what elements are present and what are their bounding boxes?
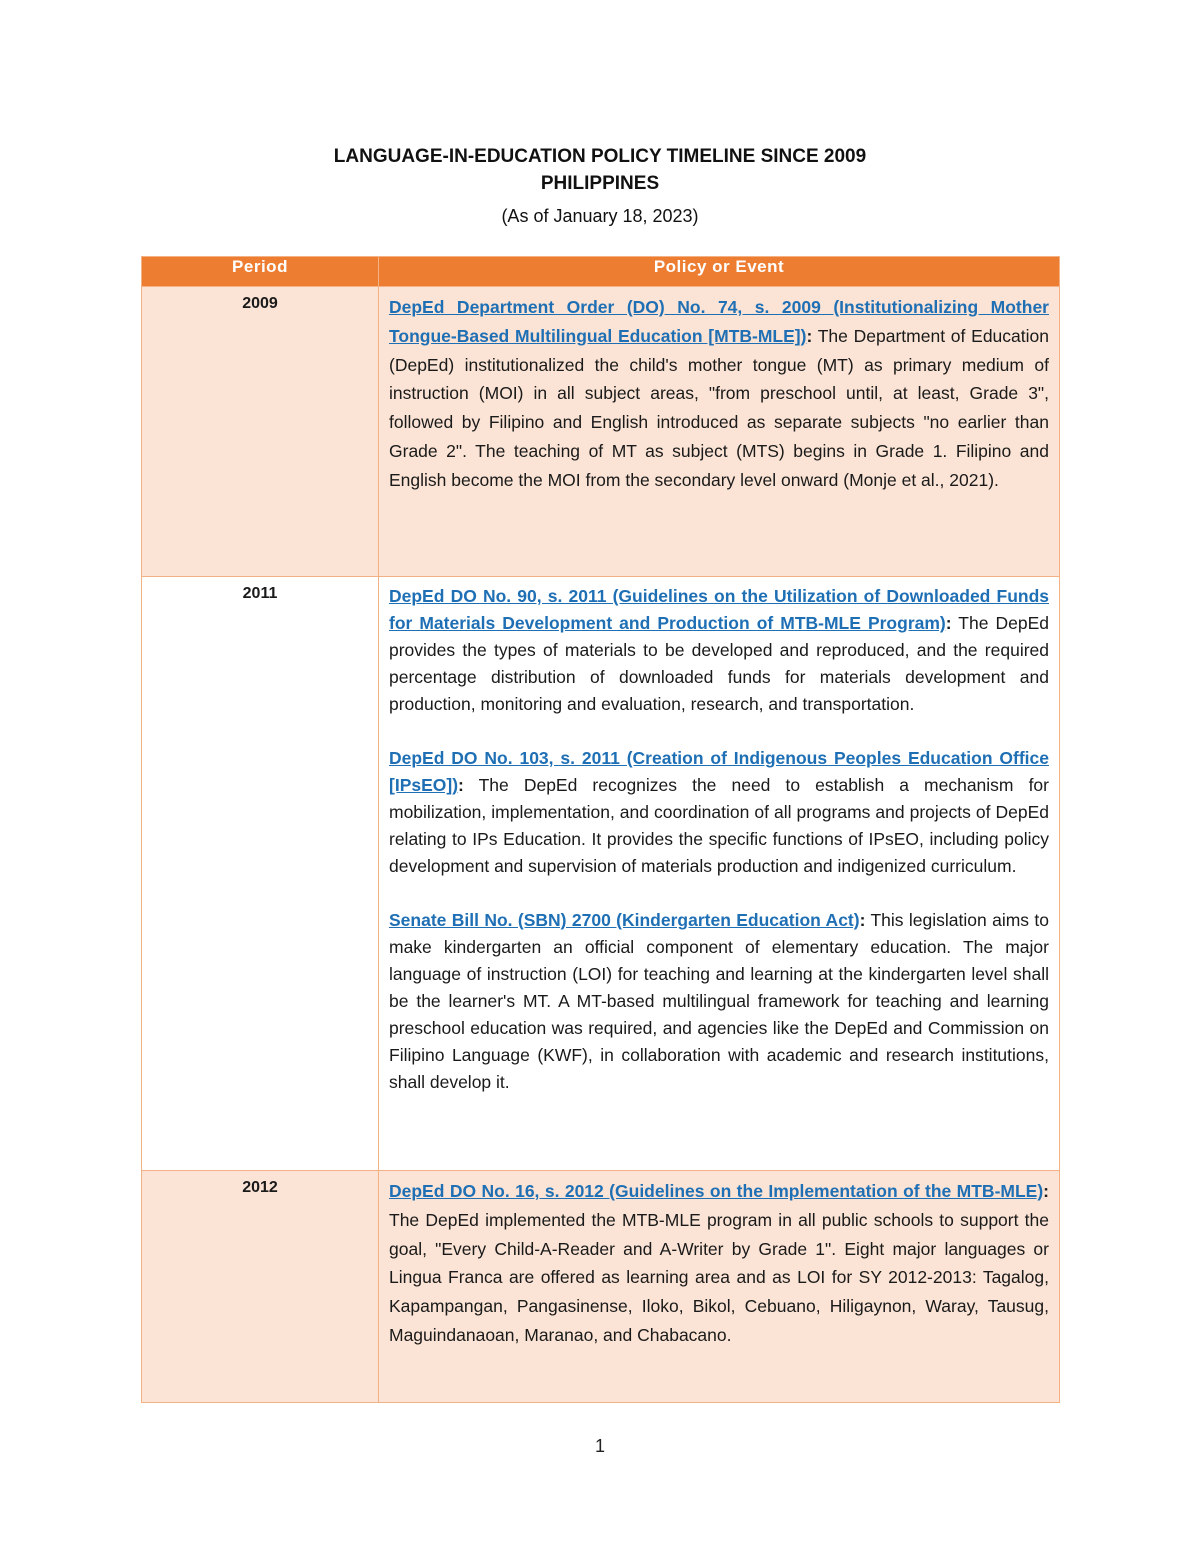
policy-link[interactable]: DepEd DO No. 90, s. 2011 (Guidelines on the Utilization of Downloaded Funds for Materials Development and Production of MTB-MLE Program) [389,586,1049,633]
policy-description: This legislation aims to make kindergarten an official component of elementary education. The major language of instruction (LOI) for teaching and learning at the kindergarten level shall be the learner's MT. A MT-based multilingual framework for teaching and learning preschool education was required, and agencies like the DepEd and Commission on Filipino Language (KWF), in collaboration with academic and research institutions, shall develop it. [389,910,1049,1092]
policy-link[interactable]: Senate Bill No. (SBN) 2700 (Kindergarten Education Act) [389,910,860,930]
policy-timeline-table [141,256,1060,1403]
policy-description: The DepEd provides the types of materials to be developed and reproduced, and the required percentage distribution of downloaded funds for materials development and production, monitoring and evaluation, research, and transportation. [389,613,1049,714]
policy-description: The DepEd implemented the MTB-MLE program in all public schools to support the goal, "Every Child-A-Reader and A-Writer by Grade 1". Eight major languages or Lingua Franca are offered as learning area and as LOI for SY 2012-2013: Tagalog, Kapampangan, Pangasinense, Iloko, Bikol, Cebuano, Hiligaynon, Waray, Tausug, Maguindanaoan, Maranao, and Chabacano. [389,1209,1049,1345]
policy-entry: DepEd DO No. 90, s. 2011 (Guidelines on the Utilization of Downloaded Funds for Materials Development and Production of MTB-MLE Program): The DepEd provides the types of materials to be developed and reproduced, and the required percentage distribution of downloaded funds for materials development and production, monitoring and evaluation, research, and transportation. [389,586,1049,714]
as-of-date: (As of January 18, 2023) [501,206,699,226]
policy-link[interactable]: DepEd DO No. 16, s. 2012 (Guidelines on the Implementation of the MTB-MLE) [389,1181,1044,1201]
header-period: Period [142,257,379,287]
period-cell: 2011 [142,577,379,1171]
policy-description: The DepEd recognizes the need to establish a mechanism for mobilization, implementation, and coordination of all programs and projects of DepEd relating to IPs Education. It provides the specific functions of IPsEO, including policy development and supervision of materials production and indigenized curriculum. [389,775,1049,876]
policy-entry: DepEd Department Order (DO) No. 74, s. 2009 (Institutionalizing Mother Tongue-Based Multilingual Education [MTB-MLE]): The Department of Education (DepEd) institutionalized the child's mother tongue (MT) as primary medium of instruction (MOI) in all subject areas, "from preschool until, at least, Grade 3", followed by Filipino and English introduced as separate subjects "no earlier than Grade 2". The teaching of MT as subject (MTS) begins in Grade 1. Filipino and English become the MOI from the secondary level onward (Monje et al., 2021). [389,297,1049,490]
policy-entry: Senate Bill No. (SBN) 2700 (Kindergarten Education Act): This legislation aims to make kindergarten an official component of elementary education. The major language of instruction (LOI) for teaching and learning at the kindergarten level shall be the learner's MT. A MT-based multilingual framework for teaching and learning preschool education was required, and agencies like the DepEd and Commission on Filipino Language (KWF), in collaboration with academic and research institutions, shall develop it. [389,910,1049,1092]
policy-cell [379,287,1060,577]
table-row [142,577,1060,1171]
period-cell: 2012 [142,1171,379,1403]
title-line-1: LANGUAGE-IN-EDUCATION POLICY TIMELINE SINCE 2009 [333,146,867,167]
policy-entry: DepEd DO No. 16, s. 2012 (Guidelines on the Implementation of the MTB-MLE): The DepEd implemented the MTB-MLE program in all public schools to support the goal, "Every Child-A-Reader and A-Writer by Grade 1". Eight major languages or Lingua Franca are offered as learning area and as LOI for SY 2012-2013: Tagalog, Kapampangan, Pangasinense, Iloko, Bikol, Cebuano, Hiligaynon, Waray, Tausug, Maguindanaoan, Maranao, and Chabacano. [389,1181,1049,1345]
page-number: 1 [594,1436,605,1456]
document-title [0,143,1200,230]
policy-entry: DepEd DO No. 103, s. 2011 (Creation of Indigenous Peoples Education Office [IPsEO]): The DepEd recognizes the need to establish a mechanism for mobilization, implementation, and coordination of all programs and projects of DepEd relating to IPs Education. It provides the specific functions of IPsEO, including policy development and supervision of materials production and indigenized curriculum. [389,748,1049,876]
table-header-row [142,257,1060,287]
title-line-2: PHILIPPINES [540,173,660,194]
policy-link[interactable]: DepEd Department Order (DO) No. 74, s. 2009 (Institutionalizing Mother Tongue-Based Multilingual Education [MTB-MLE]) [389,297,1049,346]
header-policy-or-event: Policy or Event [379,257,1060,287]
table-row [142,287,1060,577]
policy-description: The Department of Education (DepEd) institutionalized the child's mother tongue (MT) as primary medium of instruction (MOI) in all subject areas, "from preschool until, at least, Grade 3", followed by Filipino and English introduced as separate subjects "no earlier than Grade 2". The teaching of MT as subject (MTS) begins in Grade 1. Filipino and English become the MOI from the secondary level onward (Monje et al., 2021). [389,325,1049,490]
policy-cell [379,577,1060,1171]
table-row [142,1171,1060,1403]
period-cell: 2009 [142,287,379,577]
policy-cell [379,1171,1060,1403]
policy-link[interactable]: DepEd DO No. 103, s. 2011 (Creation of Indigenous Peoples Education Office [IPsEO]) [389,748,1049,795]
